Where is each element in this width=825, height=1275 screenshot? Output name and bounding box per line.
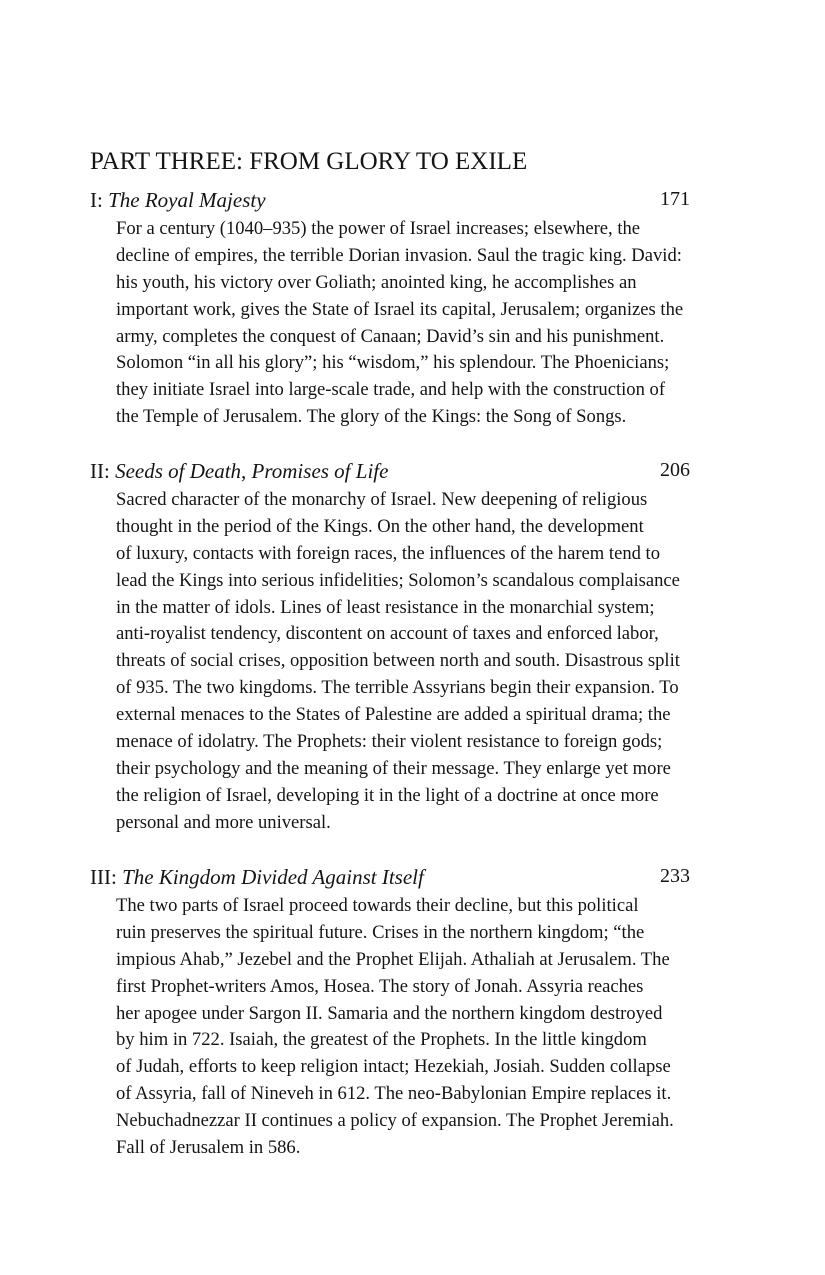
chapter-numeral: II: — [90, 459, 116, 483]
summary-line: of 935. The two kingdoms. The terrible Assyrians begin their expansion. To — [116, 677, 679, 699]
chapter-title: The Royal Majesty — [108, 188, 266, 212]
chapter-title: The Kingdom Divided Against Itself — [122, 865, 424, 889]
summary-line: by him in 722. Isaiah, the greatest of the Prophets. In the little kingdom — [116, 1029, 647, 1051]
summary-line: his youth, his victory over Goliath; anointed king, he accomplishes an — [116, 271, 637, 293]
summary-line: external menaces to the States of Palestine are added a spiritual drama; the — [116, 704, 671, 726]
toc-entry-3 — [90, 865, 720, 1162]
chapter-numeral: III: — [90, 865, 123, 889]
page-number: 233 — [660, 865, 690, 887]
toc-entry-heading[interactable] — [90, 459, 720, 487]
summary-line: threats of social crises, opposition between north and south. Disastrous split — [116, 650, 680, 672]
summary-line: first Prophet-writers Amos, Hosea. The story of Jonah. Assyria reaches — [116, 975, 644, 997]
summary-line: The two parts of Israel proceed towards their decline, but this political — [116, 895, 639, 916]
summary-line: of Assyria, fall of Nineveh in 612. The neo-Babylonian Empire replaces it. — [116, 1083, 672, 1105]
chapter-summary — [116, 216, 720, 431]
page-number: 171 — [660, 188, 690, 210]
summary-line: of Judah, efforts to keep religion intact; Hezekiah, Josiah. Sudden collapse — [116, 1056, 671, 1078]
toc-entry-1 — [90, 188, 720, 431]
chapter-numeral: I: — [90, 188, 109, 212]
summary-line: ruin preserves the spiritual future. Crises in the northern kingdom; “the — [116, 921, 645, 943]
summary-line: thought in the period of the Kings. On the other hand, the development — [116, 515, 644, 537]
summary-line: lead the Kings into serious infidelities; Solomon’s scandalous complaisance — [116, 569, 680, 591]
toc-entry-heading[interactable] — [90, 865, 720, 893]
summary-line: Solomon “in all his glory”; his “wisdom,” his splendour. The Phoenicians; — [116, 352, 670, 374]
summary-line: army, completes the conquest of Canaan; David’s sin and his punishment. — [116, 325, 665, 347]
summary-line: Fall of Jerusalem in 586. — [116, 1137, 301, 1159]
summary-line: Sacred character of the monarchy of Israel. New deepening of religious — [116, 489, 648, 510]
toc-entry-heading[interactable] — [90, 188, 720, 216]
summary-line: important work, gives the State of Israel its capital, Jerusalem; organizes the — [116, 298, 684, 320]
summary-line: the religion of Israel, developing it in the light of a doctrine at once more — [116, 784, 659, 806]
summary-line: personal and more universal. — [116, 811, 331, 833]
summary-line: her apogee under Sargon II. Samaria and the northern kingdom destroyed — [116, 1002, 663, 1024]
summary-line: in the matter of idols. Lines of least resistance in the monarchial system; — [116, 596, 655, 618]
chapter-summary — [116, 487, 720, 837]
part-title: PART THREE: FROM GLORY TO EXILE — [90, 147, 528, 175]
summary-line: For a century (1040–935) the power of Israel increases; elsewhere, the — [116, 218, 641, 239]
page-number: 206 — [660, 459, 690, 481]
summary-line: anti-royalist tendency, discontent on account of taxes and enforced labor, — [116, 623, 659, 645]
chapter-summary — [116, 893, 720, 1162]
chapter-title: Seeds of Death, Promises of Life — [115, 459, 389, 483]
summary-line: menace of idolatry. The Prophets: their violent resistance to foreign gods; — [116, 731, 663, 753]
summary-line: their psychology and the meaning of their message. They enlarge yet more — [116, 757, 671, 779]
summary-line: they initiate Israel into large-scale trade, and help with the construction of — [116, 379, 666, 401]
toc-entry-2 — [90, 459, 720, 837]
summary-line: Nebuchadnezzar II continues a policy of expansion. The Prophet Jeremiah. — [116, 1110, 674, 1132]
summary-line: of luxury, contacts with foreign races, the influences of the harem tend to — [116, 542, 661, 564]
summary-line: the Temple of Jerusalem. The glory of the Kings: the Song of Songs. — [116, 406, 627, 428]
summary-line: decline of empires, the terrible Dorian invasion. Saul the tragic king. David: — [116, 244, 682, 266]
summary-line: impious Ahab,” Jezebel and the Prophet Elijah. Athaliah at Jerusalem. The — [116, 948, 670, 970]
